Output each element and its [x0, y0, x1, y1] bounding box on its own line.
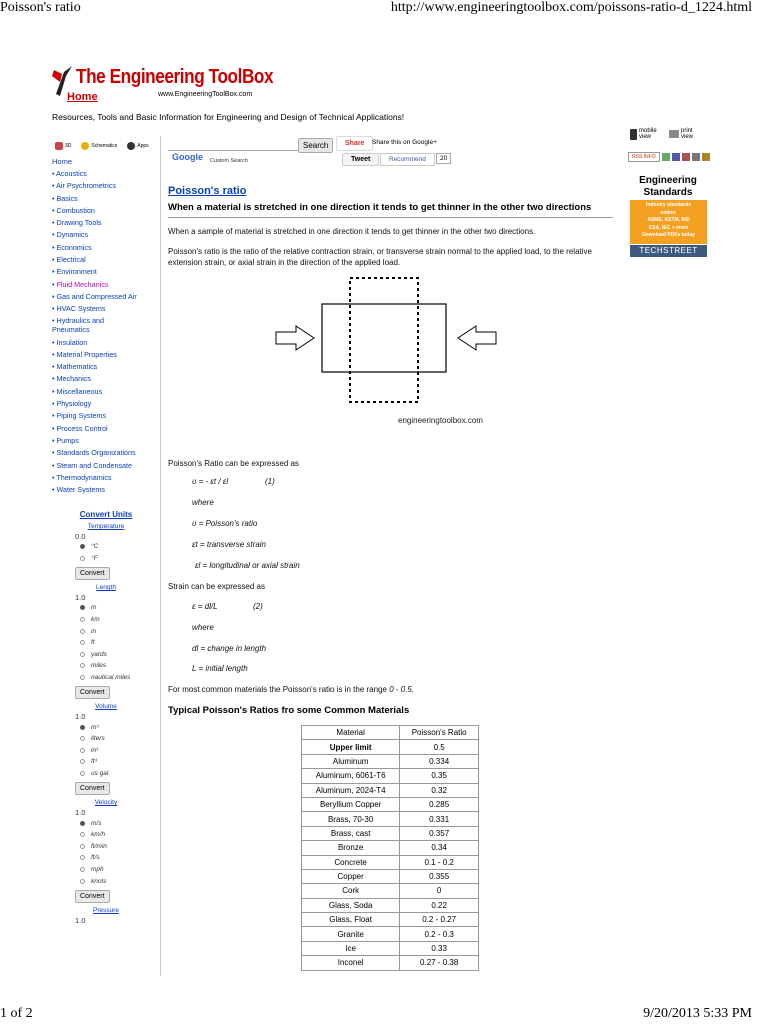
badge-icon-5[interactable]	[702, 153, 710, 161]
radio-icon[interactable]	[80, 759, 85, 764]
logo-title[interactable]: The Engineering ToolBox	[76, 66, 274, 88]
material-cell: Brass, cast	[302, 826, 400, 840]
table-row	[302, 884, 479, 898]
sidebar-item-combustion[interactable]: • Combustion	[52, 205, 160, 217]
standards-ad-line: Industry standards	[645, 202, 691, 208]
material-cell: Aluminum, 2024-T4	[302, 783, 400, 797]
ratio-cell: 0.22	[400, 898, 479, 912]
table-row	[302, 956, 479, 970]
tagline: Resources, Tools and Basic Information for Engineering and Design of Technical Applications!	[52, 112, 405, 122]
ratio-cell: 0.35	[400, 769, 479, 783]
volume-option[interactable]	[52, 768, 160, 780]
velocity-option[interactable]	[52, 852, 160, 864]
material-cell: Aluminum	[302, 754, 400, 768]
nav-divider	[160, 136, 161, 976]
ratio-cell: 0.27 - 0.38	[400, 956, 479, 970]
range-sentence: For most common materials the Poisson's ratio is in the range 0 - 0.5.	[168, 685, 415, 694]
ratio-cell: 0.34	[400, 841, 479, 855]
badge-icon-4[interactable]	[692, 153, 700, 161]
standards-ad-line: ASME, ASTM, BSI	[647, 217, 690, 223]
print-icon	[669, 130, 679, 138]
material-cell: Glass, Float	[302, 913, 400, 927]
temperature-option[interactable]	[52, 553, 160, 565]
radio-icon[interactable]	[80, 556, 85, 561]
share-button[interactable]: Share	[336, 136, 373, 151]
volume-option-label: liters	[91, 735, 105, 743]
radio-icon[interactable]	[80, 821, 85, 826]
temperature-option[interactable]	[52, 541, 160, 553]
print-page-number: 1 of 2	[0, 1006, 33, 1021]
sidebar-item-environment[interactable]: • Environment	[52, 266, 160, 278]
velocity-option-label: ft/min	[91, 842, 107, 850]
temperature-option-label: °F	[91, 554, 98, 562]
badge-icon-2[interactable]	[672, 153, 680, 161]
radio-icon[interactable]	[80, 605, 85, 610]
ratio-cell: 0.2 - 0.27	[400, 913, 479, 927]
poisson-diagram	[270, 268, 510, 433]
pressure-unit-label[interactable]: Pressure	[92, 906, 119, 914]
apps-icon[interactable]: Apps	[127, 142, 148, 150]
material-cell: Bronze	[302, 841, 400, 855]
length-option-label: nautical miles	[91, 674, 131, 682]
expression-intro: Poisson's Ratio can be expressed as	[168, 459, 299, 468]
sidebar-item-standards-organizations[interactable]: • Standards Organizations	[52, 447, 160, 459]
velocity-option-label: km/h	[91, 831, 106, 839]
def-transverse: εt = transverse strain	[192, 540, 266, 549]
sidebar-item-basics[interactable]: • Basics	[52, 193, 160, 205]
tweet-button[interactable]: Tweet	[342, 153, 379, 166]
table-row	[302, 898, 479, 912]
temperature-option-label: °C	[91, 543, 99, 551]
material-cell: Aluminum, 6061-T6	[302, 769, 400, 783]
sidebar-item-pumps[interactable]: • Pumps	[52, 435, 160, 447]
print-datetime: 9/20/2013 5:33 PM	[643, 1006, 752, 1021]
logo-url: www.EngineeringToolBox.com	[158, 91, 253, 98]
velocity-option[interactable]	[52, 841, 160, 853]
sidebar-item-steam-and-condensate[interactable]: • Steam and Condensate	[52, 460, 160, 472]
table-row	[302, 927, 479, 941]
table-row	[302, 740, 479, 754]
length-option-label: ft	[91, 639, 95, 647]
material-cell: Beryllium Copper	[302, 797, 400, 811]
length-option[interactable]	[52, 660, 160, 672]
custom-search-label: Custom Search	[210, 158, 248, 164]
diagram-caption: engineeringtoolbox.com	[398, 416, 483, 425]
volume-unit-label[interactable]: Volume	[95, 703, 117, 711]
sidebar-item-home[interactable]: Home	[52, 157, 73, 166]
standards-ad-line: online:	[660, 209, 677, 216]
temperature-unit-label[interactable]: Temperature	[87, 523, 125, 530]
sidebar-item-drawing-tools[interactable]: • Drawing Tools	[52, 217, 160, 229]
recommend-count: 20	[436, 153, 451, 164]
title-divider	[168, 217, 613, 218]
sidebar-item-acoustics[interactable]: • Acoustics	[52, 168, 160, 180]
convert-units-title: Convert Units	[79, 510, 133, 519]
ratio-cell: 0	[400, 884, 479, 898]
table-row	[302, 913, 479, 927]
sidebar-item-piping-systems[interactable]: • Piping Systems	[52, 410, 160, 422]
material-cell: Copper	[302, 869, 400, 883]
radio-icon[interactable]	[80, 663, 85, 668]
velocity-value-input[interactable]: 1.0	[75, 808, 86, 818]
material-cell: Ice	[302, 941, 400, 955]
velocity-option[interactable]	[52, 829, 160, 841]
temperature-convert-button[interactable]: Convert	[75, 567, 110, 580]
mobile-view-link[interactable]: mobile view	[630, 128, 661, 140]
length-option-label: yards	[91, 650, 107, 658]
table-row	[302, 855, 479, 869]
velocity-option[interactable]	[52, 817, 160, 829]
table-row	[302, 841, 479, 855]
table-header-ratio: Poisson's Ratio	[400, 726, 479, 740]
standards-ad-line: Download PDFs today	[642, 232, 695, 238]
velocity-unit-label[interactable]: Velocity	[94, 799, 118, 807]
print-view-link[interactable]: print view	[669, 128, 699, 140]
ratio-cell: 0.32	[400, 783, 479, 797]
radio-icon[interactable]	[80, 640, 85, 645]
radio-icon[interactable]	[80, 725, 85, 730]
radio-icon[interactable]	[80, 771, 85, 776]
pressure-value-input[interactable]: 1.0	[75, 915, 86, 925]
range-value: 0 - 0.5.	[389, 685, 415, 694]
sidebar-item-miscellaneous[interactable]: • Miscellaneous	[52, 386, 160, 398]
rss-badge[interactable]: RSS INFO	[628, 152, 660, 162]
radio-icon[interactable]	[80, 867, 85, 872]
radio-icon[interactable]	[80, 832, 85, 837]
convert-units-panel	[52, 510, 160, 925]
stretched-outline	[350, 278, 418, 402]
google-logo: Google	[172, 152, 203, 162]
material-cell: Inconel	[302, 956, 400, 970]
def-longitudinal: εl = longitudinal or axial strain	[195, 561, 300, 570]
sidebar-item-gas-and-compressed-air[interactable]: • Gas and Compressed Air	[52, 291, 160, 303]
left-arrow-icon	[276, 326, 314, 350]
radio-icon[interactable]	[80, 844, 85, 849]
radio-icon[interactable]	[80, 736, 85, 741]
material-cell: Cork	[302, 884, 400, 898]
sidebar-item-hvac-systems[interactable]: • HVAC Systems	[52, 303, 160, 315]
right-arrow-icon	[458, 326, 496, 350]
table-row	[302, 769, 479, 783]
schematics-icon[interactable]: Schematics	[81, 142, 117, 150]
velocity-convert-button[interactable]: Convert	[75, 890, 110, 903]
badge-icon-1[interactable]	[662, 153, 670, 161]
mobile-icon	[630, 129, 637, 140]
sidebar-item-air-psychrometrics[interactable]: • Air Psychrometrics	[52, 180, 160, 192]
length-option[interactable]	[52, 625, 160, 637]
volume-value-input[interactable]: 1.0	[75, 712, 86, 722]
badge-icon-3[interactable]	[682, 153, 690, 161]
length-option-label: m	[91, 604, 97, 612]
length-option-label: km	[91, 616, 100, 624]
table-row	[302, 783, 479, 797]
ratio-cell: 0.5	[400, 740, 479, 754]
volume-option-label: in³	[91, 746, 99, 754]
material-cell: Upper limit	[302, 740, 400, 754]
sidebar-item-water-systems[interactable]: • Water Systems	[52, 484, 160, 496]
print-page-url: http://www.engineeringtoolbox.com/poissons-ratio-d_1224.html	[390, 0, 752, 15]
volume-option[interactable]	[52, 745, 160, 757]
material-cell: Brass, 70-30	[302, 812, 400, 826]
length-option[interactable]	[52, 649, 160, 661]
volume-option[interactable]	[52, 733, 160, 745]
sidebar-item-insulation[interactable]: • Insulation	[52, 337, 160, 349]
where-label-1: where	[192, 498, 214, 507]
view-links	[630, 128, 699, 140]
paragraph-definition: Poisson's ratio is the ratio of the relative contraction strain, or transverse strain normal to the applied load, to the relative extension strain, or axial strain in the direction of the applied load.	[168, 247, 592, 267]
sidebar-item-economics[interactable]: • Economics	[52, 242, 160, 254]
equation-1-number: (1)	[265, 477, 275, 486]
poisson-table	[301, 725, 479, 971]
radio-icon[interactable]	[80, 629, 85, 634]
sidebar-item-material-properties[interactable]: • Material Properties	[52, 349, 160, 361]
radio-icon[interactable]	[80, 544, 85, 549]
ratio-cell: 0.334	[400, 754, 479, 768]
length-option-label: in	[91, 627, 97, 635]
length-option-label: miles	[91, 662, 107, 670]
table-title: Typical Poisson's Ratios fro some Common Materials	[168, 705, 410, 716]
sidebar-item-dynamics[interactable]: • Dynamics	[52, 229, 160, 241]
radio-icon[interactable]	[80, 879, 85, 884]
table-row	[302, 869, 479, 883]
strain-intro: Strain can be expressed as	[168, 582, 265, 591]
radio-icon[interactable]	[80, 855, 85, 860]
velocity-option[interactable]	[52, 875, 160, 887]
original-block	[322, 304, 446, 372]
sidebar-item-hydraulics-and-pneumatics[interactable]: • Hydraulics and Pneumatics	[52, 316, 122, 337]
sidebar-item-thermodynamics[interactable]: • Thermodynamics	[52, 472, 160, 484]
techstreet-logo[interactable]: TECHSTREET	[630, 245, 707, 257]
velocity-option[interactable]	[52, 864, 160, 876]
search-input[interactable]	[168, 150, 298, 151]
length-value-input[interactable]: 1.0	[75, 593, 86, 603]
table-row	[302, 754, 479, 768]
sidebar-item-physiology[interactable]: • Physiology	[52, 398, 160, 410]
ratio-cell: 0.285	[400, 797, 479, 811]
radio-icon[interactable]	[80, 675, 85, 680]
volume-option[interactable]	[52, 756, 160, 768]
length-option[interactable]	[52, 614, 160, 626]
where-label-2: where	[192, 623, 214, 632]
sidebar-item-process-control[interactable]: • Process Control	[52, 423, 160, 435]
sd-icon[interactable]: 3D	[55, 142, 71, 150]
feed-badges	[628, 152, 710, 162]
velocity-option-label: knots	[91, 877, 107, 885]
search-button[interactable]: Search	[298, 138, 333, 153]
engineering-standards-title: Engineering Standards	[639, 175, 697, 198]
ratio-cell: 0.2 - 0.3	[400, 927, 479, 941]
page-subtitle: When a material is stretched in one direction it tends to get thinner in the other two directions	[168, 202, 592, 213]
length-convert-button[interactable]: Convert	[75, 686, 110, 699]
table-row	[302, 941, 479, 955]
velocity-option-label: mph	[91, 865, 104, 873]
sidebar-item-mechanics[interactable]: • Mechanics	[52, 373, 160, 385]
equation-1: υ = - εt / εl	[192, 477, 229, 486]
page-title[interactable]: Poisson's ratio	[168, 185, 247, 197]
temperature-value-input[interactable]: 0.0	[75, 532, 86, 541]
standards-ad[interactable]	[630, 200, 707, 244]
equation-2-number: (2)	[253, 602, 263, 611]
table-row	[302, 797, 479, 811]
material-cell: Glass, Soda	[302, 898, 400, 912]
paragraph-intro: When a sample of material is stretched in one direction it tends to get thinner in the other two directions.	[168, 227, 536, 236]
sidebar-item-fluid-mechanics[interactable]: • Fluid Mechanics	[52, 279, 160, 291]
length-option[interactable]	[52, 672, 160, 684]
volume-option-label: ft³	[91, 758, 97, 766]
length-option[interactable]	[52, 637, 160, 649]
velocity-option-label: ft/s	[91, 854, 100, 862]
table-header-material: Material	[302, 726, 400, 740]
material-cell: Concrete	[302, 855, 400, 869]
def-poisson: υ = Poisson's ratio	[192, 519, 258, 528]
material-cell: Granite	[302, 927, 400, 941]
ratio-cell: 0.331	[400, 812, 479, 826]
share-text: Share this on Google+	[372, 139, 437, 146]
def-dl: dl = change in length	[192, 644, 267, 653]
velocity-option-label: m/s	[91, 819, 102, 827]
table-row	[302, 812, 479, 826]
logo-home-link[interactable]: Home	[67, 91, 98, 103]
ratio-cell: 0.357	[400, 826, 479, 840]
recommend-button[interactable]: Recommend	[380, 153, 435, 166]
sidebar-item-mathematics[interactable]: • Mathematics	[52, 361, 160, 373]
standards-ad-line: CSA, IEC + more	[648, 224, 689, 231]
volume-option[interactable]	[52, 721, 160, 733]
top-icon-row	[55, 142, 149, 150]
volume-option-label: m³	[91, 723, 99, 731]
length-option[interactable]	[52, 602, 160, 614]
volume-option-label: us gal	[91, 770, 109, 778]
equation-2: ε = dl/L	[192, 602, 218, 611]
sidebar-item-electrical[interactable]: • Electrical	[52, 254, 160, 266]
ratio-cell: 0.1 - 0.2	[400, 855, 479, 869]
radio-icon[interactable]	[80, 652, 85, 657]
ratio-cell: 0.355	[400, 869, 479, 883]
sidebar-nav	[52, 156, 160, 496]
radio-icon[interactable]	[80, 748, 85, 753]
table-row	[302, 826, 479, 840]
length-unit-label[interactable]: Length	[96, 584, 116, 592]
ratio-cell: 0.33	[400, 941, 479, 955]
radio-icon[interactable]	[80, 617, 85, 622]
def-L: L = initial length	[192, 664, 248, 673]
volume-convert-button[interactable]: Convert	[75, 782, 110, 795]
print-page-title: Poisson's ratio	[0, 0, 81, 15]
